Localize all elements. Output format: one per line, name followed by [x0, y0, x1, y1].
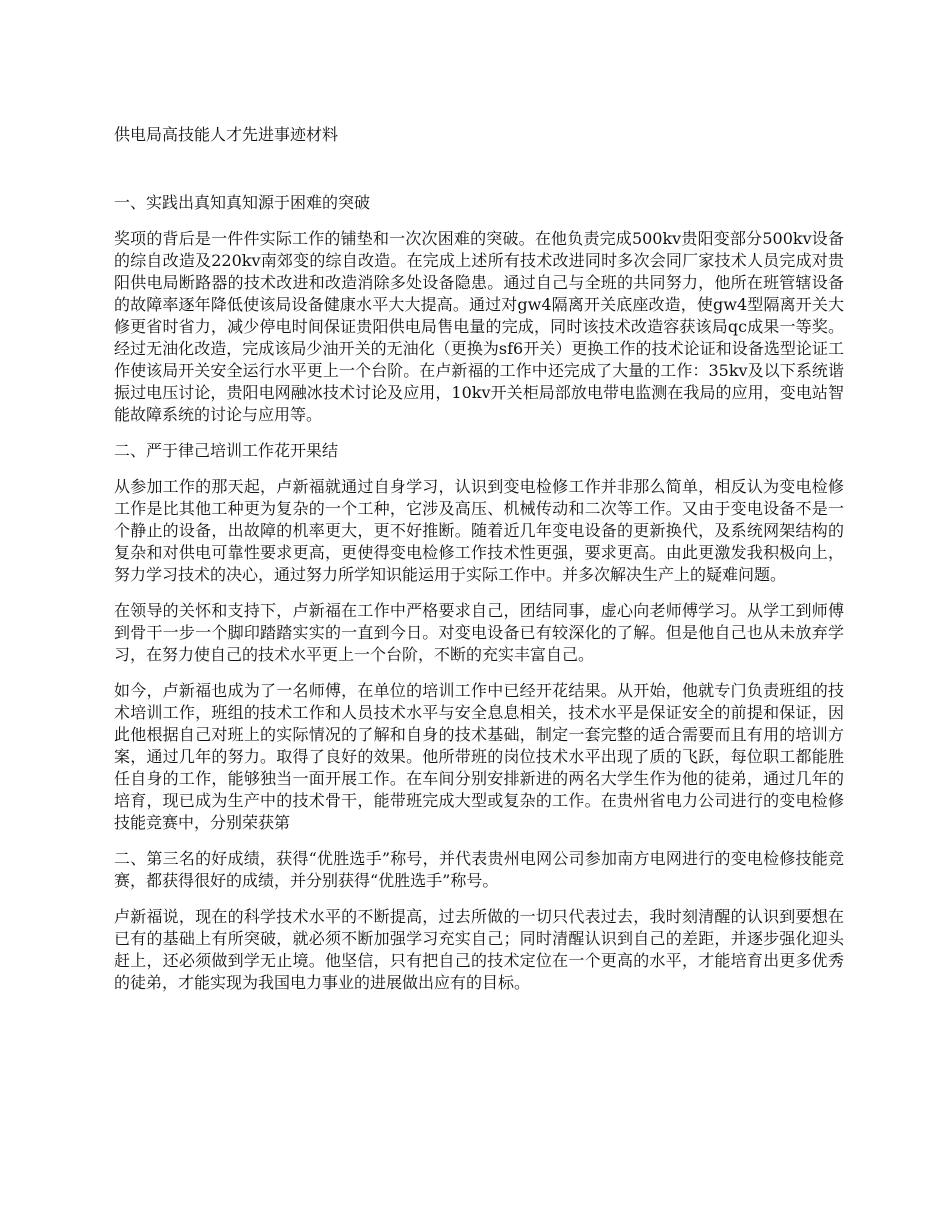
paragraph: 卢新福说，现在的科学技术水平的不断提高，过去所做的一切只代表过去，我时刻清醒的认识到要想在已有的基础上有所突破，就必须不断加强学习充实自己；同时清醒认识到自己的差距，并逐步强化迎头赶上，还必须做到学无止境。他坚信，只有把自己的技术定位在一个更高的水平，才能培育出更多优秀的徒弟，才能实现为我国电力事业的进展做出应有的目标。 — [114, 907, 844, 992]
paragraph: 在领导的关怀和支持下，卢新福在工作中严格要求自己，团结同事，虚心向老师傅学习。从学工到师傅到骨干一步一个脚印踏踏实实的一直到今日。对变电设备已有较深化的了解。但是他自己也从未放弃学习，在努力使自己的技术水平更上一个台阶，不断的充实丰富自己。 — [114, 601, 844, 664]
document-title: 供电局高技能人才先进事迹材料 — [114, 125, 339, 144]
section-heading-1: 一、实践出真知真知源于困难的突破 — [114, 193, 371, 212]
section-heading-2: 二、严于律己培训工作花开果结 — [114, 441, 339, 460]
paragraph: 二、第三名的好成绩，获得“优胜选手”称号，并代表贵州电网公司参加南方电网进行的变电检修技能竞赛，都获得很好的成绩，并分别获得“优胜选手”称号。 — [114, 849, 844, 890]
paragraph: 从参加工作的那天起，卢新福就通过自身学习，认识到变电检修工作并非那么简单，相反认为变电检修工作是比其他工种更为复杂的一个工种，它涉及高压、机械传动和二次等工作。又由于变电设备不是一个静止的设备，出故障的机率更大，更不好推断。随着近几年变电设备的更新换代，及系统网架结构的复杂和对供电可靠性要求更高，更使得变电检修工作技术性更强，要求更高。由此更激发我积极向上，努力学习技术的决心，通过努力所学知识能运用于实际工作中。并多次解决生产上的疑难问题。 — [114, 477, 844, 584]
paragraph: 如今，卢新福也成为了一名师傅，在单位的培训工作中已经开花结果。从开始，他就专门负责班组的技术培训工作，班组的技术工作和人员技术水平与安全息息相关，技术水平是保证安全的前提和保证，因此他根据自己对班上的实际情况的了解和自身的技术基础，制定一套完整的适合需要而且有用的培训方案，通过几年的努力。取得了良好的效果。他所带班的岗位技术水平出现了质的飞跃，每位职工都能胜任自身的工作，能够独当一面开展工作。在车间分别安排新进的两名大学生作为他的徒弟，通过几年的培育，现已成为生产中的技术骨干，能带班完成大型或复杂的工作。在贵州省电力公司进行的变电检修技能竞赛中，分别荣获第 — [114, 681, 844, 832]
paragraph: 奖项的背后是一件件实际工作的铺垫和一次次困难的突破。在他负责完成500kv贵阳变部分500kv设备的综自改造及220kv南郊变的综自改造。在完成上述所有技术改进同时多次会同厂家技术人员完成对贵阳供电局断路器的技术改进和改造消除多处设备隐患。通过自己与全班的共同努力，他所在班管辖设备的故障率逐年降低使该局设备健康水平大大提高。通过对gw4隔离开关底座改造，使gw4型隔离开关大修更省时省力，减少停电时间保证贵阳供电局售电量的完成，同时该技术改造容获该局qc成果一等奖。经过无油化改造，完成该局少油开关的无油化（更换为sf6开关）更换工作的技术论证和设备选型论证工作使该局开关安全运行水平更上一个台阶。在卢新福的工作中还完成了大量的工作：35kv及以下系统谐振过电压讨论，贵阳电网融冰技术讨论及应用，10kv开关柜局部放电带电监测在我局的应用，变电站智能故障系统的讨论与应用等。 — [114, 229, 844, 424]
document-body — [114, 124, 844, 1008]
